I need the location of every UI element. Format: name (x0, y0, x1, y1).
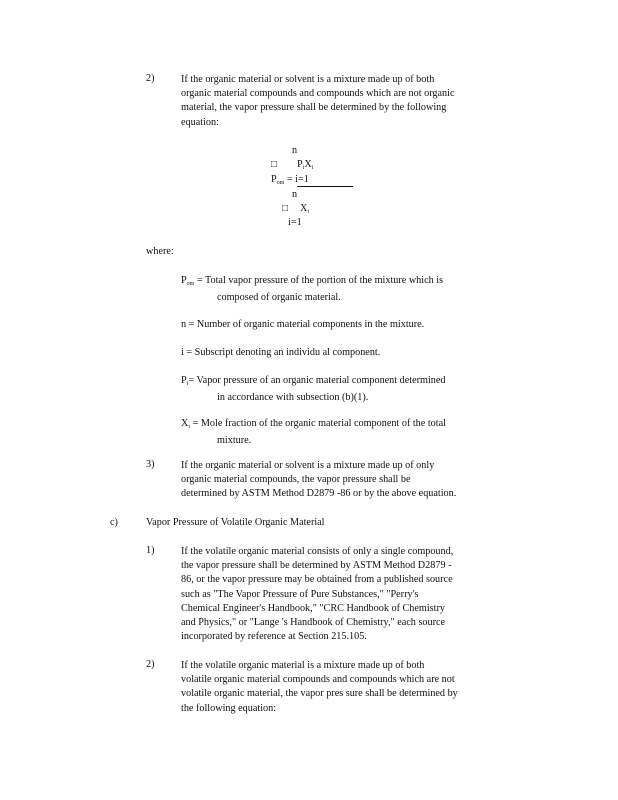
summation-symbol-icon: □ (282, 203, 289, 214)
text-line: If the volatile organic material consists of only a single compound, (181, 546, 454, 557)
paragraph-item-c1 (181, 545, 453, 644)
item-number: 3) (146, 459, 155, 470)
section-heading: Vapor Pressure of Volatile Organic Material (146, 517, 325, 528)
definition-item: n = Number of organic material components in the mixture. (181, 319, 425, 330)
paragraph-item-c2 (181, 659, 458, 716)
text-line: 86, or the vapor pressure may be obtained from a published source (181, 574, 453, 586)
text-line: If the organic material or solvent is a mixture made up of both (181, 74, 435, 85)
text-line: Chemical Engineer's Handbook," "CRC Handbook of Chemistry (181, 602, 445, 614)
paragraph-item-2 (181, 73, 454, 130)
equation-lhs: $P_{om} = i=1$ (271, 174, 309, 186)
definition-item: $P_i=$ Vapor pressure of an organic material component determined in accordance with subsection (b)(1). (181, 375, 446, 404)
paragraph-item-3 (181, 459, 456, 502)
sum-upper-limit: n (292, 189, 298, 200)
item-number: 1) (146, 545, 155, 556)
text-line: If the organic material or solvent is a mixture made up of only (181, 460, 435, 471)
text-line: organic material compounds and compounds which are not organic (181, 88, 455, 100)
item-number: 2) (146, 659, 155, 670)
text-line: determined by ASTM Method D2879 -86 or by the above equation. (181, 488, 457, 500)
sum-lower-limit: i=1 (288, 217, 302, 228)
text-line: volatile organic material, the vapor pres sure shall be determined by (181, 688, 458, 700)
text-line: and Physics," or "Lange 's Handbook of Chemistry," each source (181, 617, 446, 629)
text-line: material, the vapor pressure shall be determined by the following (181, 102, 447, 114)
definition-item: $X_i$ = Mole fraction of the organic material component of the total mixture. (181, 418, 446, 447)
item-number: 2) (146, 73, 155, 84)
summation-symbol-icon: □ (271, 159, 278, 170)
numerator: $P_iX_i$ (297, 159, 314, 171)
denominator: $X_i$ (300, 203, 310, 215)
text-line: the vapor pressure shall be determined by ASTM Method D2879 - (181, 560, 452, 572)
text-line: organic material compounds, the vapor pressure shall be (181, 474, 411, 486)
text-line: If the volatile organic material is a mixture made up of both (181, 660, 425, 671)
section-letter: c) (110, 517, 118, 528)
text-line: incorporated by reference at Section 215.105. (181, 631, 367, 643)
fraction-bar (297, 186, 353, 187)
text-line: such as "The Vapor Pressure of Pure Substances," "Perry's (181, 588, 419, 600)
definition-item: i = Subscript denoting an individu al component. (181, 347, 381, 358)
definition-item: $P_{om}$ = Total vapor pressure of the portion of the mixture which is composed of organic material. (181, 275, 444, 304)
sum-upper-limit: n (292, 145, 298, 156)
where-label: where: (146, 246, 174, 257)
text-line: equation: (181, 116, 219, 128)
text-line: volatile organic material compounds and compounds which are not (181, 674, 455, 686)
text-line: the following equation: (181, 702, 277, 714)
